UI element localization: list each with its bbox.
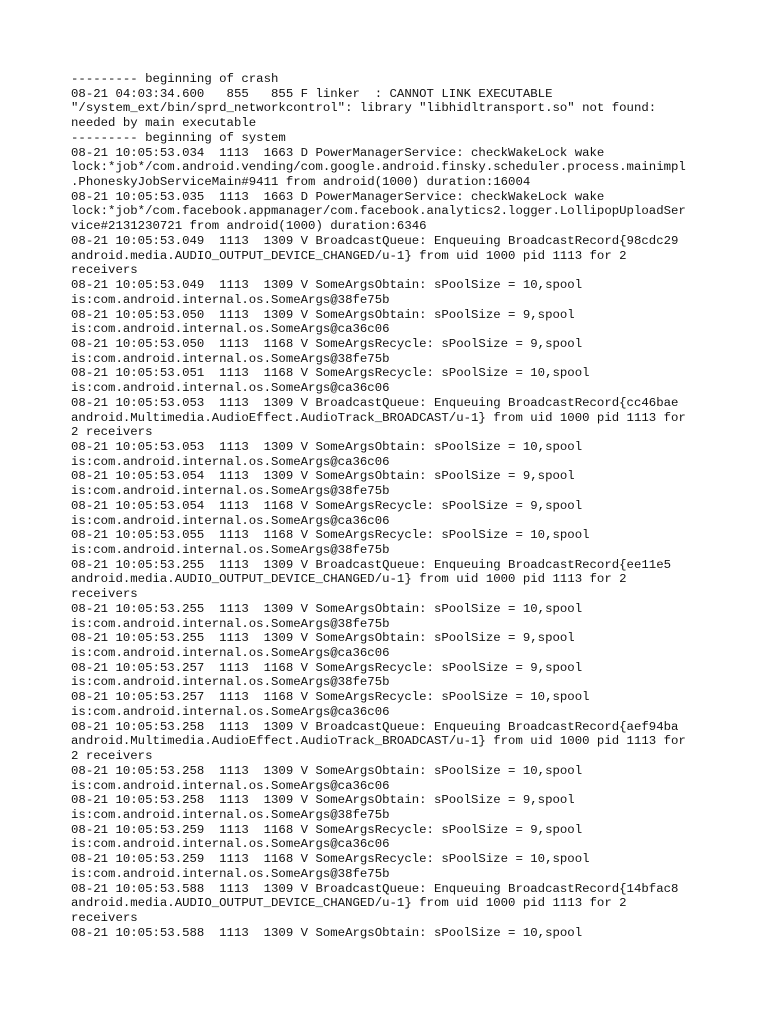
log-line: is:com.android.internal.os.SomeArgs@38fe75b (71, 807, 390, 822)
log-line: is:com.android.internal.os.SomeArgs@38fe75b (71, 675, 390, 690)
log-line: receivers (71, 587, 138, 602)
log-line: is:com.android.internal.os.SomeArgs@ca36c06 (71, 837, 390, 852)
log-line: 08-21 10:05:53.258 1113 1309 V SomeArgsObtain: sPoolSize = 10,spool (71, 763, 583, 778)
log-line: 08-21 10:05:53.054 1113 1309 V SomeArgsObtain: sPoolSize = 9,spool (71, 469, 575, 484)
log-line: 08-21 10:05:53.259 1113 1168 V SomeArgsRecycle: sPoolSize = 9,spool (71, 822, 583, 837)
log-line: 08-21 10:05:53.050 1113 1309 V SomeArgsObtain: sPoolSize = 9,spool (71, 307, 575, 322)
log-line: 08-21 10:05:53.035 1113 1663 D PowerManagerService: checkWakeLock wake (71, 189, 605, 204)
log-line: is:com.android.internal.os.SomeArgs@ca36c06 (71, 513, 390, 528)
log-line: lock:*job*/com.android.vending/com.google.android.finsky.scheduler.process.mainimpl (71, 160, 686, 175)
log-line: 08-21 10:05:53.258 1113 1309 V SomeArgsObtain: sPoolSize = 9,spool (71, 793, 575, 808)
log-line: android.media.AUDIO_OUTPUT_DEVICE_CHANGED/u-1} from uid 1000 pid 1113 for 2 (71, 896, 627, 911)
log-line: 08-21 10:05:53.255 1113 1309 V SomeArgsObtain: sPoolSize = 9,spool (71, 631, 575, 646)
log-line: lock:*job*/com.facebook.appmanager/com.facebook.analytics2.logger.LollipopUploadSer (71, 204, 686, 219)
log-line: is:com.android.internal.os.SomeArgs@ca36c06 (71, 778, 390, 793)
log-line: is:com.android.internal.os.SomeArgs@38fe75b (71, 484, 390, 499)
log-line: is:com.android.internal.os.SomeArgs@38fe75b (71, 292, 390, 307)
log-line: is:com.android.internal.os.SomeArgs@38fe75b (71, 543, 390, 557)
log-line: receivers (71, 263, 138, 278)
log-line: 08-21 10:05:53.050 1113 1168 V SomeArgsRecycle: sPoolSize = 9,spool (71, 336, 583, 351)
log-line: 08-21 10:05:53.051 1113 1168 V SomeArgsRecycle: sPoolSize = 10,spool (71, 366, 590, 381)
log-line: .PhoneskyJobServiceMain#9411 from android(1000) duration:16004 (71, 175, 531, 190)
log-line: is:com.android.internal.os.SomeArgs@ca36c06 (71, 704, 390, 719)
log-line: 08-21 10:05:53.255 1113 1309 V SomeArgsObtain: sPoolSize = 10,spool (71, 601, 583, 616)
log-line: is:com.android.internal.os.SomeArgs@ca36c06 (71, 381, 390, 396)
log-line: 08-21 10:05:53.258 1113 1309 V BroadcastQueue: Enqueuing BroadcastRecord{aef94ba (71, 719, 679, 734)
log-line: is:com.android.internal.os.SomeArgs@ca36c06 (71, 454, 390, 469)
log-line: 08-21 10:05:53.255 1113 1309 V BroadcastQueue: Enqueuing BroadcastRecord{ee11e5 (71, 557, 672, 572)
log-line: --------- beginning of crash (71, 72, 279, 86)
log-line: "/system_ext/bin/sprd_networkcontrol": library "libhidltransport.so" not found: (71, 101, 657, 116)
log-line: 08-21 10:05:53.054 1113 1168 V SomeArgsRecycle: sPoolSize = 9,spool (71, 498, 583, 513)
log-line: 08-21 10:05:53.588 1113 1309 V SomeArgsObtain: sPoolSize = 10,spool (71, 925, 583, 940)
log-line: 08-21 10:05:53.049 1113 1309 V BroadcastQueue: Enqueuing BroadcastRecord{98cdc29 (71, 233, 679, 248)
log-line: is:com.android.internal.os.SomeArgs@38fe75b (71, 866, 390, 881)
log-line: 2 receivers (71, 425, 153, 440)
log-line: vice#2131230721 from android(1000) duration:6346 (71, 219, 427, 234)
log-line: is:com.android.internal.os.SomeArgs@38fe75b (71, 351, 390, 366)
log-line: --------- beginning of system (71, 130, 286, 145)
log-line: 08-21 10:05:53.053 1113 1309 V SomeArgsObtain: sPoolSize = 10,spool (71, 439, 583, 454)
log-line: 08-21 10:05:53.055 1113 1168 V SomeArgsRecycle: sPoolSize = 10,spool (71, 528, 590, 543)
log-line: 2 receivers (71, 749, 153, 764)
log-line: receivers (71, 910, 138, 925)
log-line: 08-21 10:05:53.049 1113 1309 V SomeArgsObtain: sPoolSize = 10,spool (71, 278, 583, 293)
log-line: android.media.AUDIO_OUTPUT_DEVICE_CHANGED/u-1} from uid 1000 pid 1113 for 2 (71, 248, 627, 263)
log-line: android.Multimedia.AudioEffect.AudioTrack_BROADCAST/u-1} from uid 1000 pid 1113 for (71, 410, 686, 425)
log-line: 08-21 10:05:53.034 1113 1663 D PowerManagerService: checkWakeLock wake (71, 145, 605, 160)
log-line: android.media.AUDIO_OUTPUT_DEVICE_CHANGED/u-1} from uid 1000 pid 1113 for 2 (71, 572, 627, 587)
log-line: is:com.android.internal.os.SomeArgs@ca36c06 (71, 322, 390, 337)
log-line: 08-21 04:03:34.600 855 855 F linker : CANNOT LINK EXECUTABLE (71, 86, 553, 101)
log-document (71, 72, 701, 940)
log-line: is:com.android.internal.os.SomeArgs@38fe75b (71, 616, 390, 631)
log-line: 08-21 10:05:53.257 1113 1168 V SomeArgsRecycle: sPoolSize = 9,spool (71, 660, 583, 675)
log-line: android.Multimedia.AudioEffect.AudioTrack_BROADCAST/u-1} from uid 1000 pid 1113 for (71, 734, 686, 749)
log-line: 08-21 10:05:53.257 1113 1168 V SomeArgsRecycle: sPoolSize = 10,spool (71, 690, 590, 705)
log-line: is:com.android.internal.os.SomeArgs@ca36c06 (71, 646, 390, 661)
log-line: 08-21 10:05:53.588 1113 1309 V BroadcastQueue: Enqueuing BroadcastRecord{14bfac8 (71, 881, 679, 896)
log-line: needed by main executable (71, 116, 257, 131)
log-line: 08-21 10:05:53.053 1113 1309 V BroadcastQueue: Enqueuing BroadcastRecord{cc46bae (71, 395, 679, 410)
log-line: 08-21 10:05:53.259 1113 1168 V SomeArgsRecycle: sPoolSize = 10,spool (71, 852, 590, 867)
